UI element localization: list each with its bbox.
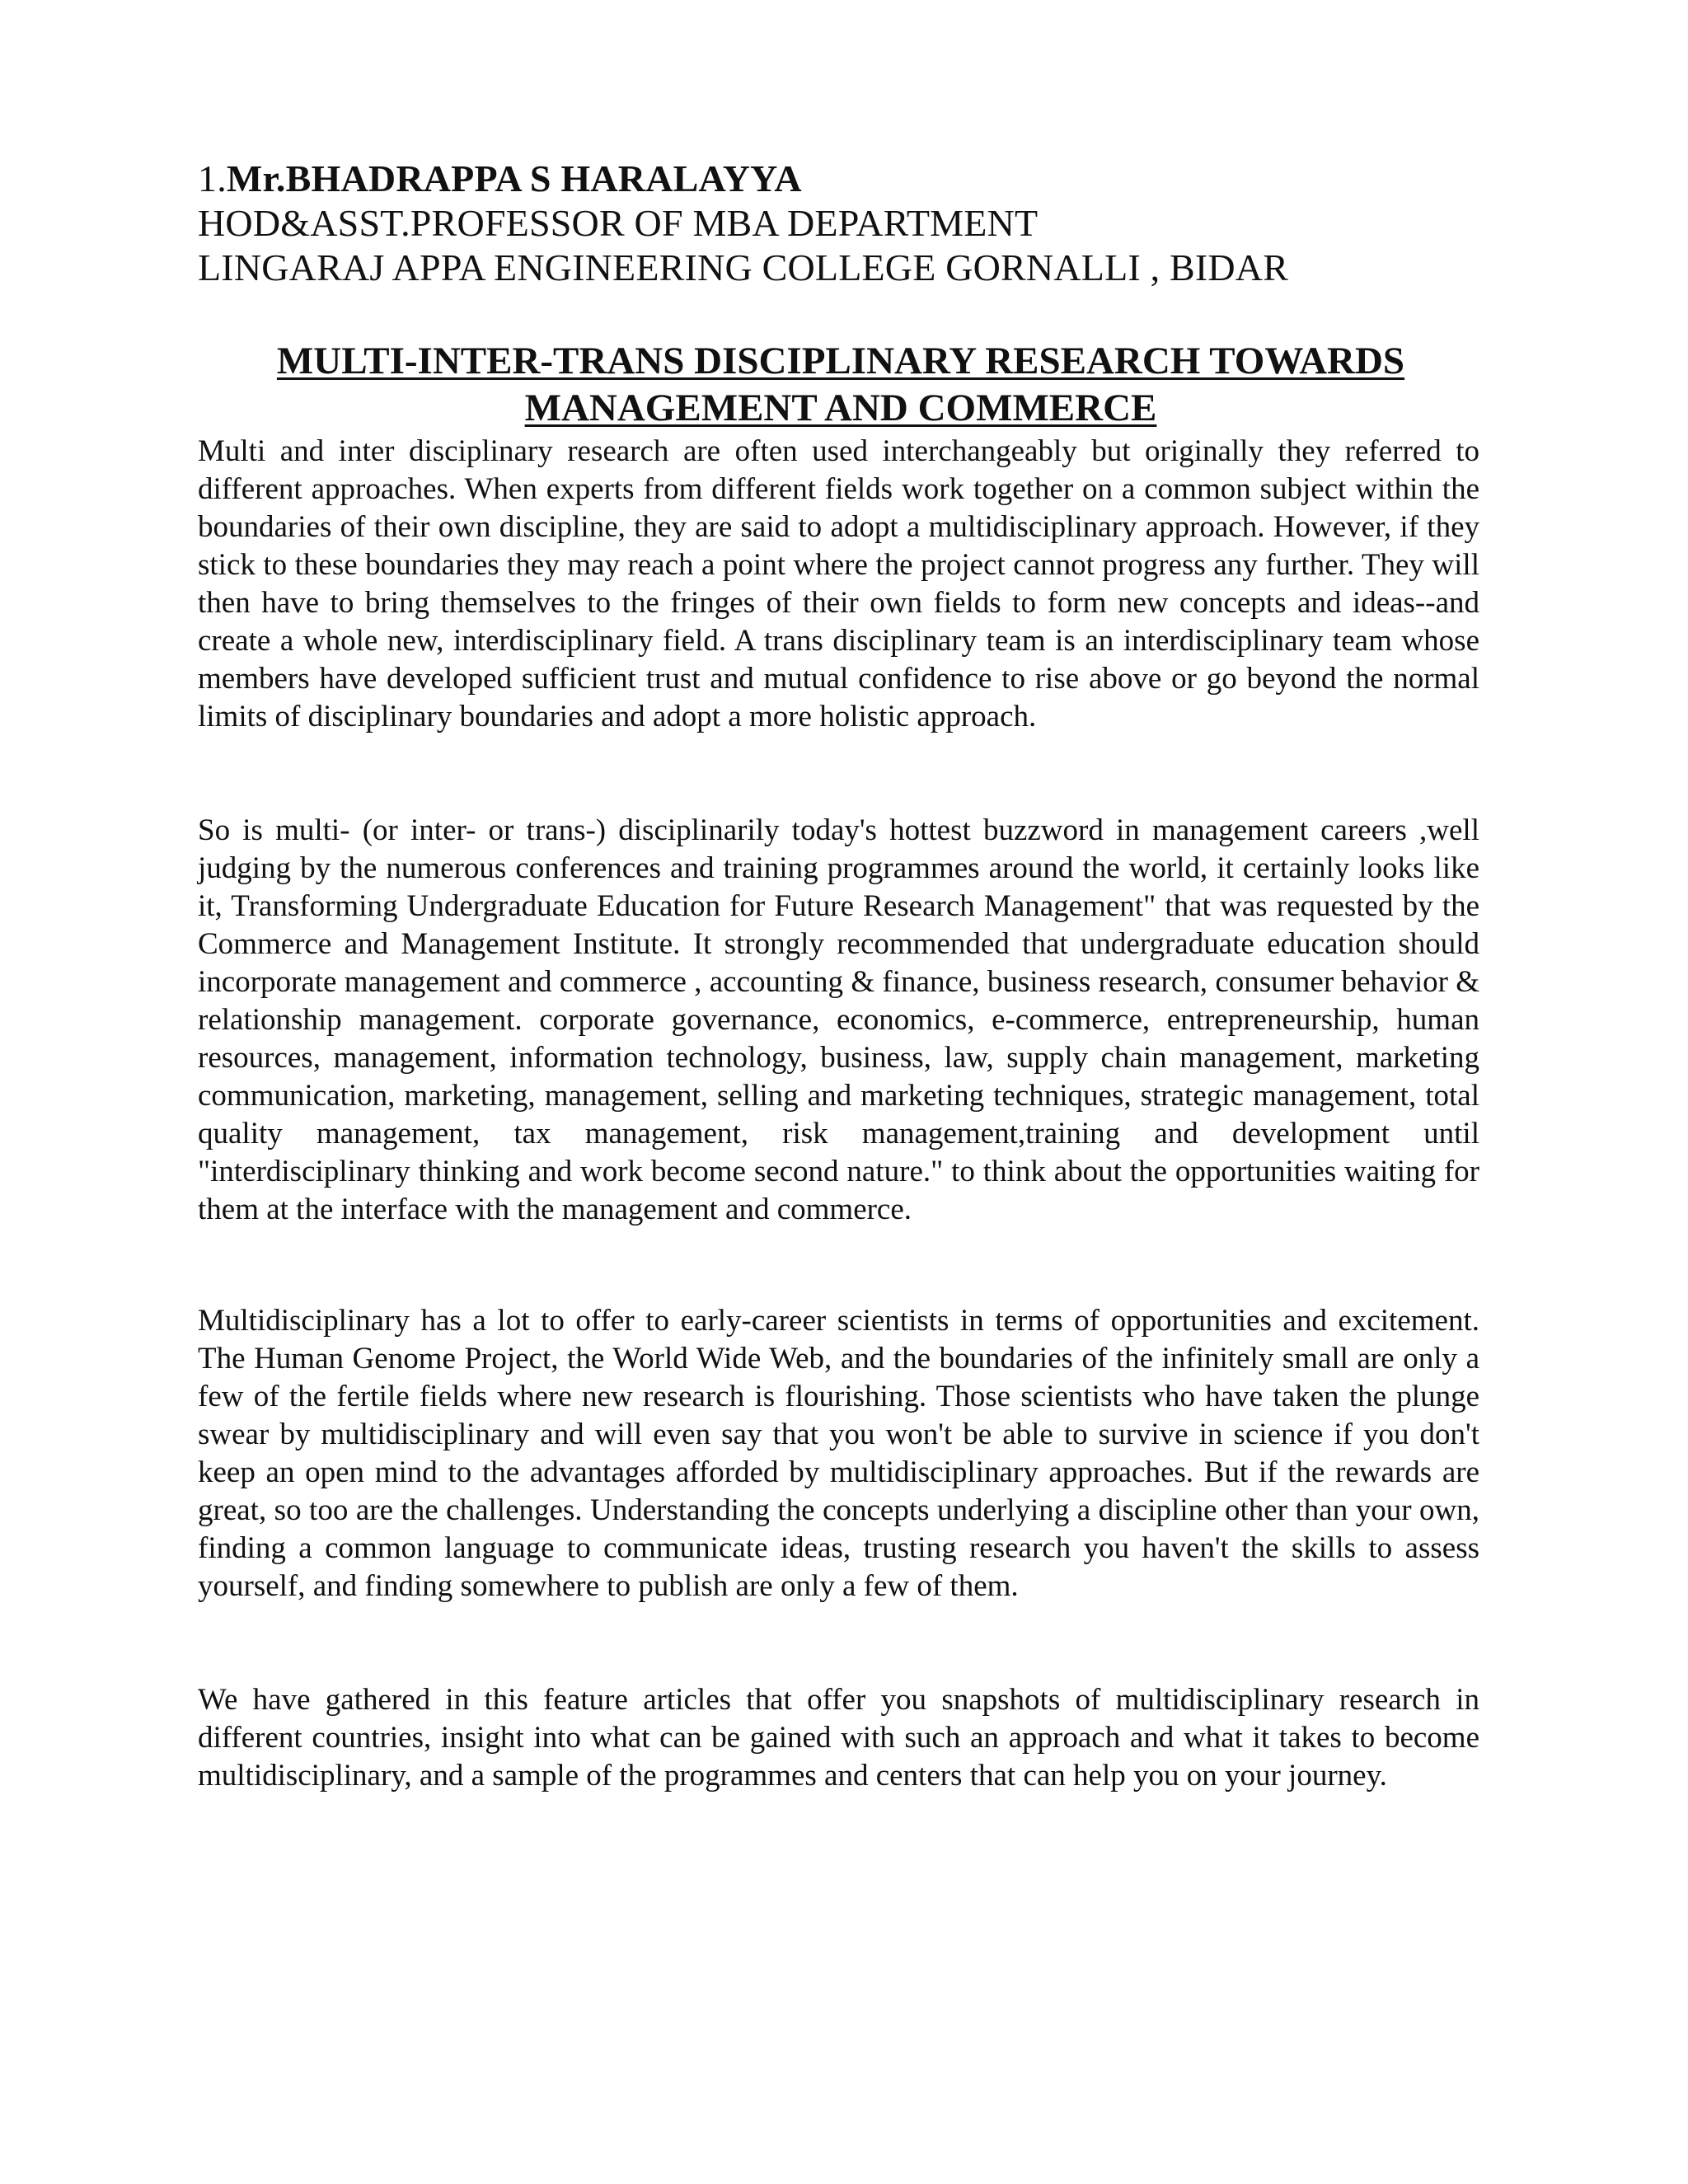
body-paragraph: Multidisciplinary has a lot to offer to early-career scientists in terms of opportunities and excitement. The Human Genome Project, the World Wide Web, and the boundaries of the infinitely small are only a few of the fertile fields where new research is flourishing. Those scientists who have taken the plunge swear by multidisciplinary and will even say that you won't be able to survive in science if you don't keep an open mind to the advantages afforded by multidisciplinary approaches. But if the rewards are great, so too are the challenges. Understanding the concepts underlying a discipline other than your own, finding a common language to communicate ideas, trusting research you haven't the skills to assess yourself, and finding somewhere to publish are only a few of them. bbox=[198, 1304, 1479, 1603]
title-line-2: MANAGEMENT AND COMMERCE bbox=[524, 387, 1157, 429]
author-institution: LINGARAJ APPA ENGINEERING COLLEGE GORNALLI , BIDAR bbox=[198, 246, 1289, 288]
author-position: HOD&ASST.PROFESSOR OF MBA DEPARTMENT bbox=[198, 202, 1039, 244]
document-title bbox=[198, 338, 1484, 432]
author-number: 1. bbox=[198, 157, 227, 199]
body-paragraph: We have gathered in this feature articles that offer you snapshots of multidisciplinary research in different countries, insight into what can be gained with such an approach and what it takes to become multidisciplinary, and a sample of the programmes and centers that can help you on your journey. bbox=[198, 1683, 1479, 1793]
body-paragraph: Multi and inter disciplinary research are often used interchangeably but originally they referred to different approaches. When experts from different fields work together on a common subject within the boundaries of their own discipline, they are said to adopt a multidisciplinary approach. However, if they stick to these boundaries they may reach a point where the project cannot progress any further. They will then have to bring themselves to the fringes of their own fields to form new concepts and ideas--and create a whole new, interdisciplinary field. A trans disciplinary team is an interdisciplinary team whose members have developed sufficient trust and mutual confidence to rise above or go beyond the normal limits of disciplinary boundaries and adopt a more holistic approach. bbox=[198, 434, 1479, 733]
title-line-1: MULTI-INTER-TRANS DISCIPLINARY RESEARCH TOWARDS bbox=[276, 340, 1405, 382]
author-block bbox=[198, 157, 1500, 290]
body-paragraph: So is multi- (or inter- or trans-) disciplinarily today's hottest buzzword in management careers ,well judging by the numerous conferences and training programmes around the world, it certainly looks like it, Transforming Undergraduate Education for Future Research Management" that was requested by the Commerce and Management Institute. It strongly recommended that undergraduate education should incorporate management and commerce , accounting & finance, business research, consumer behavior & relationship management. corporate governance, economics, e-commerce, entrepreneurship, human resources, management, information technology, business, law, supply chain management, marketing communication, marketing, management, selling and marketing techniques, strategic management, total quality management, tax management, risk management,training and development until "interdisciplinary thinking and work become second nature." to think about the opportunities waiting for them at the interface with the management and commerce. bbox=[198, 813, 1479, 1226]
author-line bbox=[198, 157, 1500, 201]
author-name: Mr.BHADRAPPA S HARALAYYA bbox=[226, 157, 802, 199]
